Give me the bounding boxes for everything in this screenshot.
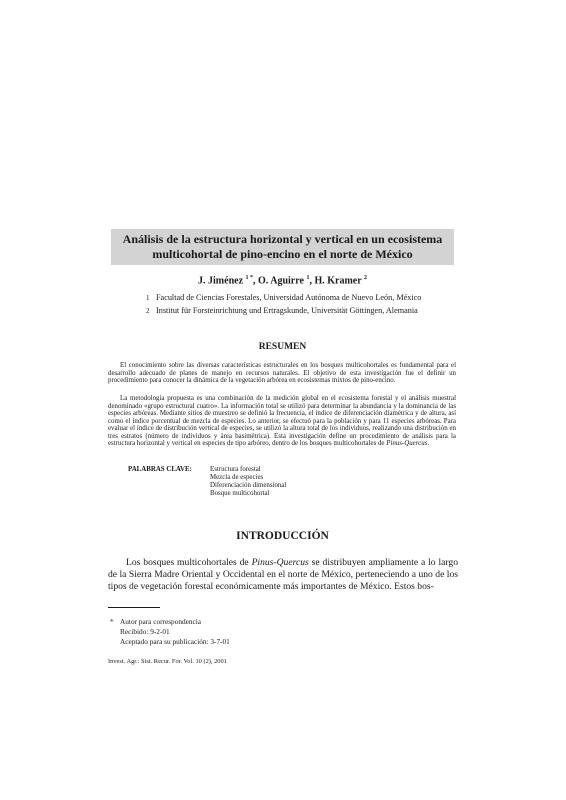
intro-genus-name: Pinus-Quercus: [251, 557, 309, 568]
keyword-item: Bosque multicohortal: [210, 490, 270, 497]
author-1-affiliation: 1 *: [245, 275, 254, 281]
journal-reference: Invest. Agr.: Sist. Recur. For. Vol. 10 (2), 2001: [108, 658, 227, 665]
title-line-1: Análisis de la estructura horizontal y vertical en un ecosistema: [122, 232, 443, 246]
footnote-correspondence: [110, 617, 201, 627]
affiliation-2: [146, 306, 418, 315]
keywords-list: [210, 466, 286, 498]
intro-text-start: Los bosques multicohortales de: [126, 557, 249, 568]
author-3: H. Kramer: [314, 275, 362, 287]
abstract-text-2: La metodología propuesta es una combinación de la medición global en el ecosistema forestal y el análisis muestral denominado «grupo estructural cuatro». La información total se utilizó para determinar la abundancia y la dominancia de las especies arbóreas. Mediante sitios de muestreo se definió la frecuencia, el índice de diferenciación diamétrica y de altura, así como el índice porcentual de mezcla de especies. Lo anterior, se efectuó para la población y para 11 especies arbóreas. Para evaluar el índice de distribución vertical de especies, se utilizó la altura total de los individuos, realizando una distribución en tres estratos (número de individuos y área basimétrica). Esta investigación define un procedimiento de análisis para la estructura horizontal y vertical en especies de tipo arbóreo, dentro de los bosques multicohortales de: [108, 395, 456, 447]
keywords-label: PALABRAS CLAVE:: [128, 466, 192, 473]
abstract-text-1: El conocimiento sobre las diversas características estructurales en los bosques multicohortales es fundamental para el desarrollo adecuado de planes de manejo en recursos naturales. El objetivo de esta investigación fue el definir un procedimiento para conocer la dinámica de la vegetación arbórea en ecosistemas mixtos de pino-encino.: [108, 362, 456, 384]
abstract-heading: RESUMEN: [258, 342, 307, 352]
intro-text-rest: se distribuyen ampliamente a lo largo de la Sierra Madre Oriental y Occidental en el norte de México, perteneciendo a uno de los tipos de vegetación forestal económicamente más importantes de México. Estos bos-: [108, 557, 459, 592]
affiliation-1: [146, 293, 421, 302]
introduction-paragraph: [108, 557, 458, 593]
author-1: J. Jiménez: [198, 275, 244, 287]
paper-title: [111, 232, 454, 262]
abstract-paragraph-2: [108, 395, 456, 448]
introduction-heading: INTRODUCCIÓN: [236, 530, 329, 542]
affiliation-1-text: Facultad de Ciencias Forestales, Universidad Autónoma de Nuevo León, México: [156, 293, 422, 302]
abstract-paragraph-1: [108, 362, 456, 385]
keyword-item: Diferenciación dimensional: [210, 482, 287, 489]
author-3-affiliation: 2: [363, 275, 367, 281]
received-date: Recibido: 9-2-01: [120, 627, 170, 636]
keyword-item: Mezcla de especies: [210, 474, 264, 481]
keyword-item: Estructura forestal: [210, 466, 261, 473]
affiliation-2-text: Institut für Forsteinrichtung und Ertragskunde, Universität Göttingen, Alemania: [156, 306, 418, 315]
footnote-rule: [108, 607, 160, 608]
footnote-mark: *: [110, 617, 114, 626]
author-2-affiliation: 1: [306, 275, 310, 281]
abstract-end-period: .: [427, 440, 430, 447]
title-line-2: multicohortal de pino-encino en el norte de México: [152, 247, 413, 261]
accepted-date: Aceptado para su publicación: 3-7-01: [120, 637, 230, 646]
affiliation-1-number: 1: [146, 294, 150, 302]
author-2: O. Aguirre: [258, 275, 304, 287]
author-list: J. Jiménez $^{1 *}$, O. Aguirre $^1$, H. Kramer $^2$: [198, 275, 367, 287]
affiliation-2-number: 2: [146, 307, 150, 315]
correspondence-text: Autor para correspondencia: [120, 617, 202, 626]
abstract-genus-name: Pinus-Quercus: [386, 440, 428, 447]
